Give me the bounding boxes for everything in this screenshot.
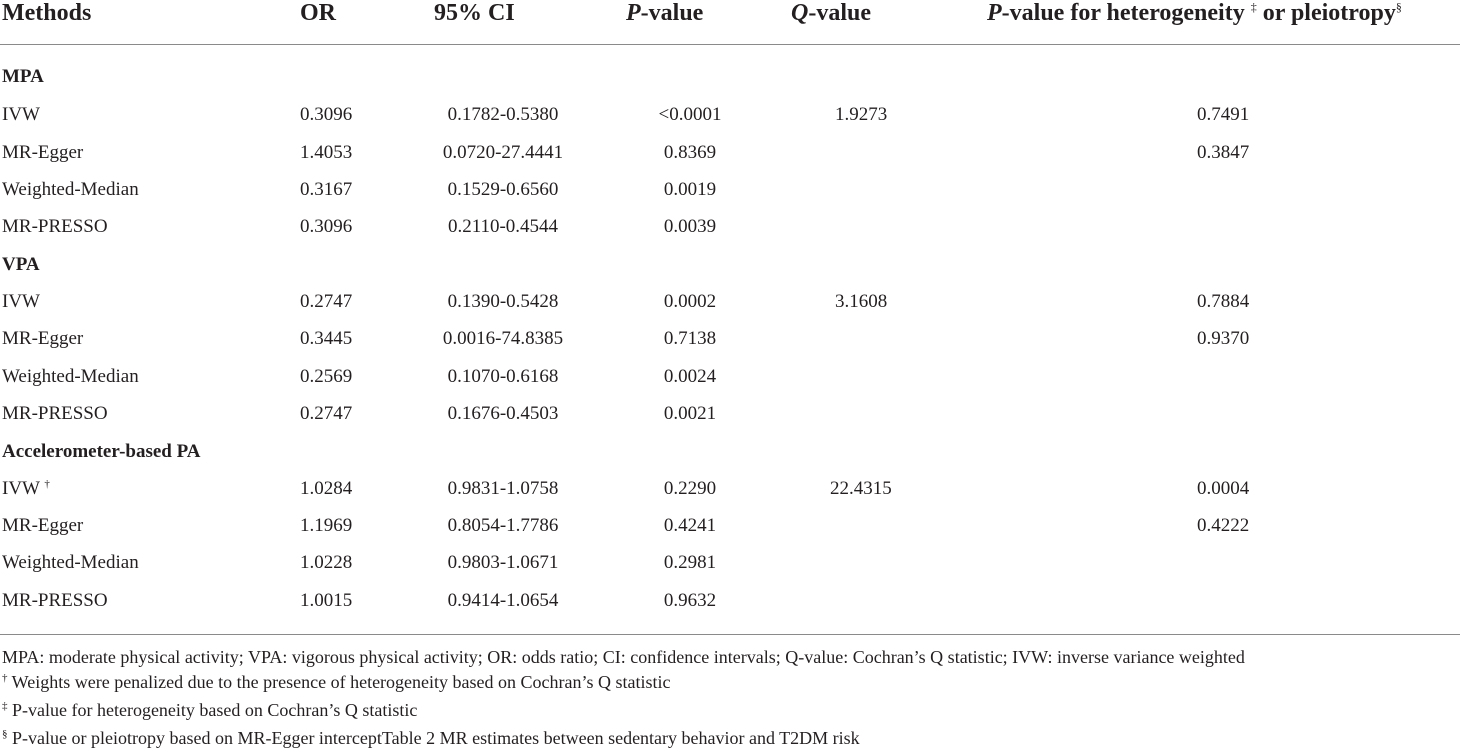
table-header-row (0, 0, 1460, 44)
header-het-italic: P (987, 0, 1002, 26)
header-het-mid: or pleiotropy (1262, 0, 1396, 26)
cell-ci: 0.1390-0.5428 (447, 291, 559, 312)
footnote-dagger (2, 670, 1245, 698)
cell-heterogeneity: 0.0004 (1197, 478, 1250, 499)
cell-ci: 0.1070-0.6168 (447, 366, 559, 387)
cell-heterogeneity: 0.7884 (1197, 291, 1250, 312)
cell-or: 1.0228 (300, 552, 353, 573)
cell-method-text: IVW (2, 478, 40, 499)
cell-q-value: 22.4315 (830, 478, 892, 499)
header-p-rest: -value (640, 0, 704, 26)
cell-method: MR-PRESSO (2, 403, 108, 424)
header-het-sup1: ‡ (1250, 0, 1257, 14)
group-label-accelerometer: Accelerometer-based PA (2, 441, 201, 462)
cell-p-value: 0.8369 (663, 142, 717, 163)
cell-p-value: 0.0021 (663, 403, 717, 424)
footnote-abbreviations: MPA: moderate physical activity; VPA: vigorous physical activity; OR: odds ratio; CI: confidence intervals; Q-value: Cochran’s Q statistic; IVW: inverse variance weighted (2, 647, 1245, 667)
cell-p-value: <0.0001 (658, 104, 722, 125)
cell-ci: 0.1676-0.4503 (447, 403, 559, 424)
dagger-mark: † (44, 478, 50, 490)
cell-p-value: 0.2981 (663, 552, 717, 573)
cell-method: MR-Egger (2, 142, 84, 163)
header-q-italic: Q (791, 0, 809, 26)
cell-p-value: 0.2290 (663, 478, 717, 499)
cell-q-value: 3.1608 (835, 291, 888, 312)
table-footnotes (2, 645, 1245, 754)
group-label-vpa: VPA (2, 254, 40, 275)
footnote-section-mark: § (2, 728, 8, 740)
header-heterogeneity-pleiotropy (987, 0, 1402, 27)
footnote-section (2, 726, 1245, 754)
cell-or: 0.2747 (300, 403, 353, 424)
header-or: OR (300, 0, 336, 26)
cell-ci: 0.9803-1.0671 (447, 552, 559, 573)
cell-heterogeneity: 0.9370 (1197, 328, 1250, 349)
cell-ci: 0.0720-27.4441 (442, 142, 564, 163)
cell-or: 1.4053 (300, 142, 353, 163)
cell-or: 0.3445 (300, 328, 353, 349)
cell-ci: 0.9414-1.0654 (447, 590, 559, 611)
header-ci: 95% CI (434, 0, 515, 26)
footnote-double-dagger (2, 698, 1245, 726)
cell-p-value: 0.0024 (663, 366, 717, 387)
cell-p-value: 0.0019 (663, 179, 717, 200)
cell-heterogeneity: 0.4222 (1197, 515, 1250, 536)
cell-p-value: 0.7138 (663, 328, 717, 349)
header-p-value (626, 0, 703, 27)
cell-ci: 0.1782-0.5380 (447, 104, 559, 125)
cell-q-value: 1.9273 (835, 104, 888, 125)
cell-method: MR-PRESSO (2, 590, 108, 611)
cell-or: 0.2747 (300, 291, 353, 312)
footnote-dagger-text: Weights were penalized due to the presence of heterogeneity based on Cochran’s Q statistic (7, 672, 671, 692)
cell-ci: 0.9831-1.0758 (447, 478, 559, 499)
cell-or: 1.0015 (300, 590, 353, 611)
header-het-sup2: § (1395, 0, 1402, 14)
cell-method: MR-Egger (2, 515, 84, 536)
cell-or: 0.3096 (300, 216, 353, 237)
cell-heterogeneity: 0.7491 (1197, 104, 1250, 125)
cell-heterogeneity: 0.3847 (1197, 142, 1250, 163)
cell-p-value: 0.0002 (663, 291, 717, 312)
cell-ci: 0.1529-0.6560 (447, 179, 559, 200)
group-label-mpa: MPA (2, 66, 44, 87)
cell-p-value: 0.9632 (663, 590, 717, 611)
cell-method: MR-Egger (2, 328, 84, 349)
cell-ci: 0.2110-0.4544 (447, 216, 559, 237)
cell-method: Weighted-Median (2, 366, 139, 387)
cell-or: 0.3167 (300, 179, 353, 200)
header-p-italic: P (626, 0, 641, 26)
cell-or: 0.3096 (300, 104, 353, 125)
cell-or: 1.1969 (300, 515, 353, 536)
table-bottom-rule (0, 634, 1460, 635)
footnote-double-dagger-text: P-value for heterogeneity based on Cochran’s Q statistic (7, 700, 418, 720)
cell-ci: 0.0016-74.8385 (442, 328, 564, 349)
cell-method: IVW (2, 291, 40, 312)
cell-or: 0.2569 (300, 366, 353, 387)
cell-ci: 0.8054-1.7786 (447, 515, 559, 536)
footnote-section-text: P-value or pleiotropy based on MR-Egger interceptTable 2 MR estimates between sedentary behavior and T2DM risk (7, 728, 860, 748)
cell-method: IVW (2, 104, 40, 125)
cell-p-value: 0.0039 (663, 216, 717, 237)
cell-method: MR-PRESSO (2, 216, 108, 237)
table-top-rule (0, 44, 1460, 45)
cell-method: Weighted-Median (2, 179, 139, 200)
footnote-dagger-mark: † (2, 672, 8, 684)
footnote-double-dagger-mark: ‡ (2, 700, 8, 712)
cell-method: Weighted-Median (2, 552, 139, 573)
header-het-rest: -value for heterogeneity (1001, 0, 1245, 26)
header-q-value (791, 0, 871, 27)
cell-or: 1.0284 (300, 478, 353, 499)
cell-p-value: 0.4241 (663, 515, 717, 536)
header-q-rest: -value (808, 0, 872, 26)
header-methods: Methods (2, 0, 92, 26)
